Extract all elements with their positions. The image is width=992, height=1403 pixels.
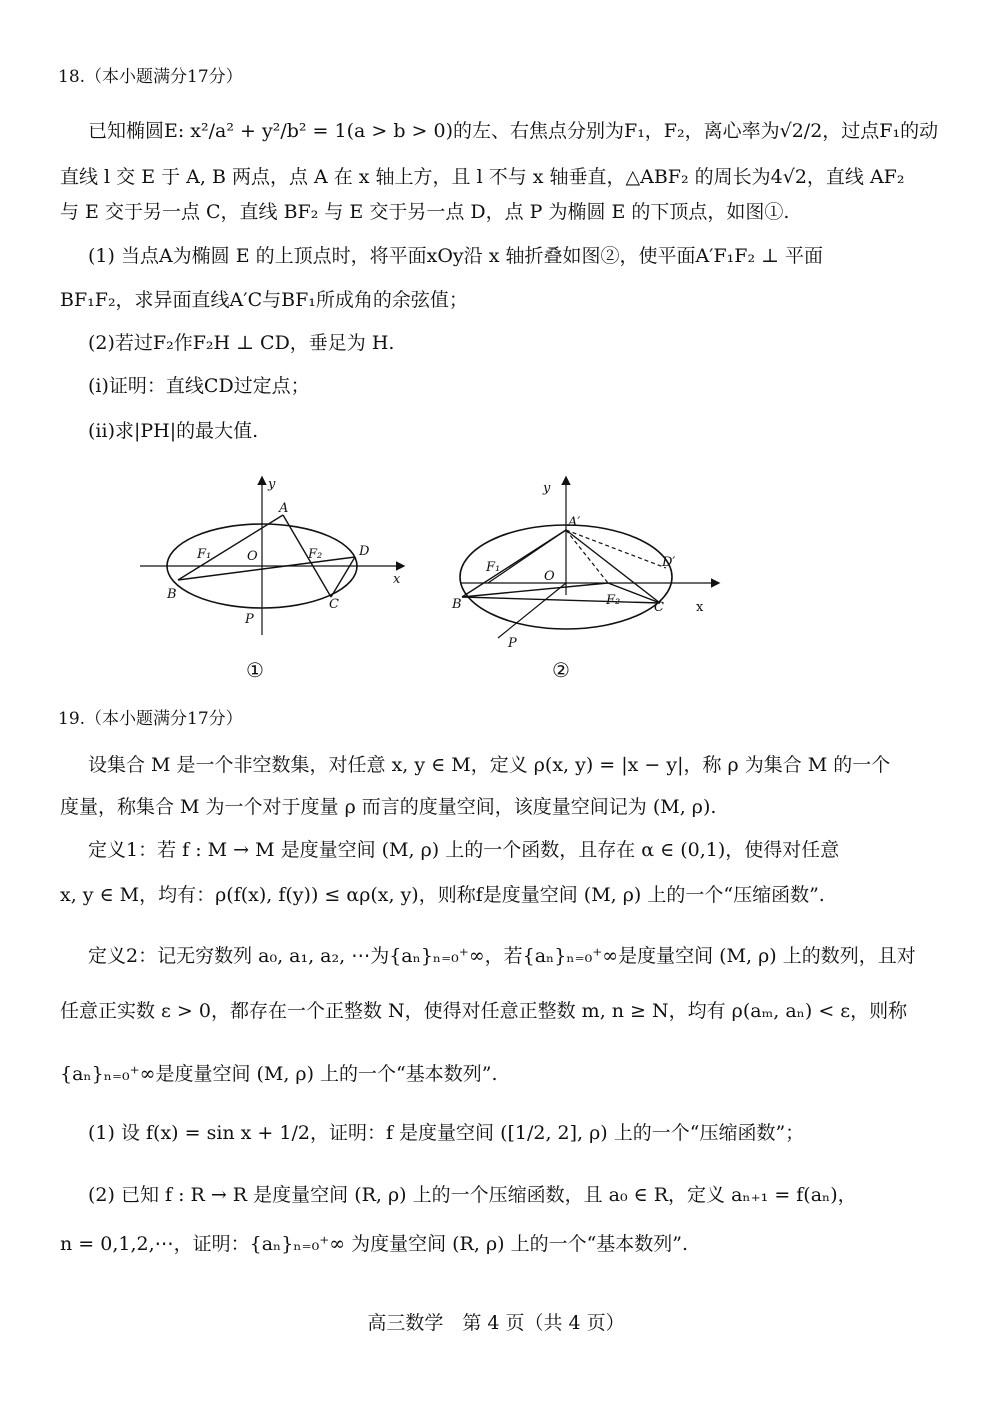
fig2-label-B: B — [452, 597, 462, 612]
q19-line-1: 设集合 M 是一个非空数集，对任意 x, y ∈ M，定义 ρ(x, y) = |x − y|，称 ρ 为集合 M 的一个 — [88, 754, 891, 776]
fig1-label-A: A — [279, 501, 289, 516]
fig1-label-P: P — [245, 612, 254, 627]
page-footer: 高三数学 第 4 页（共 4 页） — [367, 1312, 625, 1334]
q19-line-4: x, y ∈ M，均有：ρ(f(x), f(y)) ≤ αρ(x, y)，则称f是度量空间 (M, ρ) 上的一个“压缩函数”. — [60, 884, 825, 906]
q19-line-10: n = 0,1,2,⋯，证明：{aₙ}ₙ₌₀⁺∞ 为度量空间 (R, ρ) 上的一个“基本数列”. — [60, 1233, 689, 1255]
fig1-label-x: x — [393, 572, 401, 587]
q19-line-3: 定义1：若 f : M → M 是度量空间 (M, ρ) 上的一个函数，且存在 α ∈ (0,1)，使得对任意 — [88, 839, 840, 861]
fig2-label-x: x — [696, 600, 704, 615]
fig1-label-y: y — [268, 477, 276, 492]
fig2-label-F2: F₂ — [606, 593, 621, 608]
fig2-label-P: P — [508, 636, 517, 651]
figure-1-ellipse — [135, 470, 415, 645]
q18-line-8: (ii)求|PH|的最大值. — [88, 420, 259, 442]
q18-line-2: 直线 l 交 E 于 A, B 两点，点 A 在 x 轴上方，且 l 不与 x 轴垂直，△ABF₂ 的周长为4√2，直线 AF₂ — [60, 166, 905, 188]
fig1-label-F1: F₁ — [197, 547, 212, 562]
q18-line-5: BF₁F₂，求异面直线A′C与BF₁所成角的余弦值； — [60, 289, 468, 311]
fig2-label-C: C — [654, 600, 664, 615]
fig2-label-O: O — [544, 569, 555, 584]
q18-line-1: 已知椭圆E: x²/a² + y²/b² = 1(a > b > 0)的左、右焦点分别为F₁，F₂，离心率为√2/2，过点F₁的动 — [88, 120, 939, 142]
figure-2-caption: ② — [552, 658, 570, 682]
fig1-label-F2: F₂ — [308, 547, 323, 562]
fig2-label-D: D′ — [662, 555, 676, 570]
q18-header: 18.（本小题满分17分） — [58, 67, 243, 87]
q19-line-7: {aₙ}ₙ₌₀⁺∞是度量空间 (M, ρ) 上的一个“基本数列”. — [60, 1063, 498, 1085]
figure-2-folded — [440, 470, 730, 655]
fig1-label-D: D — [359, 544, 370, 559]
q18-line-4: (1) 当点A为椭圆 E 的上顶点时，将平面xOy沿 x 轴折叠如图②，使平面A′F₁F₂ ⊥ 平面 — [88, 245, 824, 267]
fig2-label-F1: F₁ — [486, 560, 501, 575]
fig1-label-O: O — [247, 549, 258, 564]
figure-1-caption: ① — [246, 658, 264, 682]
q19-line-5: 定义2：记无穷数列 a₀, a₁, a₂, ⋯为{aₙ}ₙ₌₀⁺∞，若{aₙ}ₙ₌₀⁺∞是度量空间 (M, ρ) 上的数列，且对 — [88, 945, 916, 967]
q19-header: 19.（本小题满分17分） — [58, 709, 243, 729]
q19-line-2: 度量，称集合 M 为一个对于度量 ρ 而言的度量空间，该度量空间记为 (M, ρ). — [60, 796, 717, 818]
q18-line-6: (2)若过F₂作F₂H ⊥ CD，垂足为 H. — [88, 332, 395, 354]
q18-line-3: 与 E 交于另一点 C，直线 BF₂ 与 E 交于另一点 D，点 P 为椭圆 E 的下顶点，如图①. — [60, 201, 790, 223]
fig2-label-y: y — [543, 481, 551, 496]
fig2-label-A: A′ — [568, 515, 581, 530]
q19-line-6: 任意正实数 ε > 0，都存在一个正整数 N，使得对任意正整数 m, n ≥ N，均有 ρ(aₘ, aₙ) < ε，则称 — [60, 1000, 908, 1022]
q19-line-9: (2) 已知 f : R → R 是度量空间 (R, ρ) 上的一个压缩函数，且 a₀ ∈ R，定义 aₙ₊₁ = f(aₙ)， — [88, 1184, 857, 1206]
fig1-label-B: B — [167, 587, 177, 602]
q18-line-7: (i)证明：直线CD过定点； — [88, 375, 310, 397]
fig1-label-C: C — [329, 597, 339, 612]
q19-line-8: (1) 设 f(x) = sin x + 1/2，证明：f 是度量空间 ([1/2, 2], ρ) 上的一个“压缩函数”； — [88, 1122, 805, 1144]
